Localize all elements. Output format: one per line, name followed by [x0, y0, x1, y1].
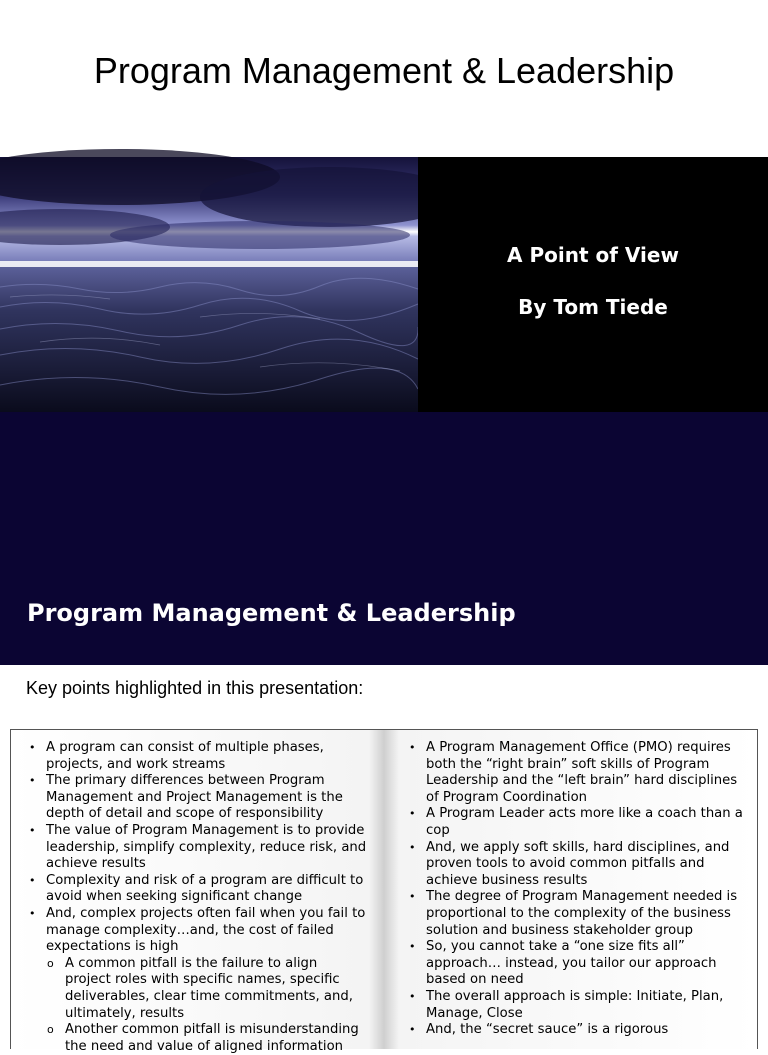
bullet-item: • A program can consist of multiple phases, projects, and work streams — [27, 740, 367, 773]
key-points-left-column — [27, 740, 367, 1055]
hero-heading: Program Management & Leadership — [27, 599, 516, 627]
bullet-item: • The overall approach is simple: Initiate, Plan, Manage, Close — [407, 989, 747, 1022]
stormy-sea-image — [0, 157, 418, 412]
hero-author: By Tom Tiede — [518, 295, 668, 319]
left-bullet-list — [27, 740, 367, 1055]
hero-subtitle: A Point of View — [507, 243, 679, 267]
key-points-right-column — [407, 740, 747, 1039]
bullet-item: • The degree of Program Management needed is proportional to the complexity of the business solution and business stakeholder group — [407, 889, 747, 939]
key-points-heading: Key points highlighted in this presentation: — [26, 678, 364, 698]
hero-title-panel — [418, 157, 768, 412]
bullet-item: • The primary differences between Program Management and Project Management is the depth of detail and scope of responsibility — [27, 773, 367, 823]
right-bullet-list — [407, 740, 747, 1039]
page-title: Program Management & Leadership — [93, 50, 675, 91]
bullet-item: • Complexity and risk of a program are difficult to avoid when seeking significant change — [27, 873, 367, 906]
bullet-item: • So, you cannot take a “one size fits all” approach… instead, you tailor our approach based on need — [407, 939, 747, 989]
bullet-item: • The value of Program Management is to provide leadership, simplify complexity, reduce risk, and achieve results — [27, 823, 367, 873]
key-points-panel — [10, 729, 758, 1054]
hero-banner — [0, 157, 768, 665]
sub-bullet-item: o A common pitfall is the failure to align project roles with specific names, specific deliverables, clear time commitments, and, ultimately, results — [27, 956, 367, 1022]
sub-bullet-item: o Another common pitfall is misunderstanding the need and value of aligned information — [27, 1022, 367, 1055]
bullet-item: • And, we apply soft skills, hard disciplines, and proven tools to avoid common pitfalls and achieve business results — [407, 840, 747, 890]
bullet-item: • A Program Leader acts more like a coach than a cop — [407, 806, 747, 839]
bullet-item: • And, the “secret sauce” is a rigorous — [407, 1022, 747, 1039]
bullet-item: • And, complex projects often fail when you fail to manage complexity…and, the cost of failed expectations is high — [27, 906, 367, 956]
bullet-item: • A Program Management Office (PMO) requires both the “right brain” soft skills of Program Leadership and the “left brain” hard disciplines of Program Coordination — [407, 740, 747, 806]
